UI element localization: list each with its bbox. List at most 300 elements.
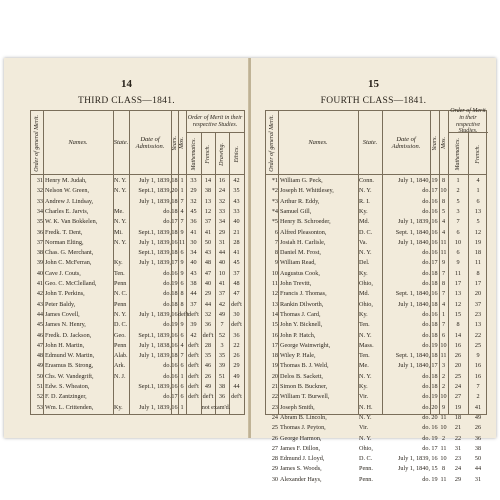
cell-s1: 13 bbox=[454, 290, 462, 298]
cell-s2: 7 bbox=[476, 383, 480, 390]
cell-s1: 20 bbox=[454, 362, 462, 370]
cell-order: 11 bbox=[272, 280, 278, 287]
cell-name: William Read, bbox=[280, 259, 316, 267]
cell-state: Conn. bbox=[359, 177, 374, 184]
cell-s2: 26 bbox=[474, 424, 482, 432]
cell-s1: 36 bbox=[190, 218, 197, 226]
cell-years: 16 bbox=[171, 403, 178, 411]
cell-years: 18 bbox=[431, 372, 438, 380]
cell-s1: 3 bbox=[456, 207, 460, 215]
cell-mos: 8 bbox=[441, 465, 446, 473]
cell-name: Chs. W. Vandegrift, bbox=[45, 372, 94, 380]
cell-s3: 37 bbox=[218, 290, 226, 298]
cell-name: Cave J. Couts, bbox=[45, 269, 81, 277]
cell-date: do. bbox=[422, 259, 430, 267]
cell-years: 17 bbox=[171, 259, 178, 267]
cell-mos: 10 bbox=[440, 393, 447, 401]
cell-s2: 6 bbox=[476, 197, 480, 205]
cell-date: July 1, 1840, bbox=[398, 465, 430, 473]
cell-state: D. C. bbox=[359, 228, 373, 236]
cell-s3: 51 bbox=[218, 372, 226, 380]
cell-state: Penn bbox=[114, 300, 127, 308]
left-page bbox=[4, 58, 249, 438]
table-row bbox=[266, 393, 486, 402]
cell-order: 9 bbox=[274, 259, 278, 267]
cell-s2: 13 bbox=[474, 207, 482, 215]
cell-mos: 6 bbox=[180, 383, 184, 390]
cell-s1: 45 bbox=[190, 207, 197, 215]
cell-s2: 26 bbox=[204, 372, 212, 380]
cell-s4: 48 bbox=[233, 280, 240, 287]
cell-state: Del. bbox=[359, 259, 370, 267]
cell-name: Alfred Pleasonton, bbox=[280, 228, 327, 236]
cell-years: 16 bbox=[431, 424, 438, 432]
cell-years: 18 bbox=[171, 352, 178, 360]
cell-order: 27 bbox=[271, 444, 278, 452]
cell-mos: 6 bbox=[180, 249, 184, 257]
cell-date: do. bbox=[422, 372, 430, 380]
cell-s3: 24 bbox=[218, 187, 226, 195]
cell-name: Andrew J. Lindsay, bbox=[45, 197, 94, 205]
cell-s2: 40 bbox=[204, 280, 212, 287]
cell-s2: def't bbox=[202, 331, 214, 339]
cell-s1: 15 bbox=[454, 310, 462, 318]
cell-mos: 1 bbox=[180, 177, 184, 184]
table-row bbox=[31, 362, 244, 371]
cell-state: N. Y. bbox=[359, 372, 372, 380]
cell-date: July 1, 1839, bbox=[139, 259, 171, 267]
cell-name: W. K. Van Bokkelen, bbox=[45, 218, 98, 226]
cell-s1: 42 bbox=[190, 331, 197, 339]
cell-s2: 17 bbox=[474, 280, 482, 287]
cell-s3: 40 bbox=[218, 259, 226, 267]
page-title: FOURTH CLASS—1841. bbox=[320, 96, 427, 106]
cell-order: 18 bbox=[271, 352, 278, 360]
cell-order: 25 bbox=[271, 424, 278, 432]
cell-s2: 18 bbox=[474, 249, 482, 257]
header-date: Date of Admission. bbox=[391, 135, 421, 150]
cell-mos: 7 bbox=[180, 197, 184, 205]
table-row bbox=[31, 249, 244, 258]
cell-date: July 1, 1840, bbox=[398, 238, 430, 246]
cell-state: Me. bbox=[114, 207, 124, 215]
table-row bbox=[266, 373, 486, 382]
cell-s4: 28 bbox=[233, 238, 240, 246]
table-row bbox=[266, 445, 486, 454]
cell-name: Thomas B. J. Weld, bbox=[280, 362, 329, 370]
cell-years: 20 bbox=[431, 413, 438, 421]
table-row bbox=[31, 352, 244, 361]
table-row bbox=[266, 239, 486, 248]
cell-s2: 19 bbox=[474, 238, 482, 246]
cell-s3: 42 bbox=[218, 300, 226, 308]
cell-years: 18 bbox=[431, 331, 438, 339]
cell-s1: 1 bbox=[456, 177, 460, 184]
cell-mos: 10 bbox=[440, 455, 447, 463]
cell-order: 6 bbox=[274, 228, 278, 236]
cell-mos: 3 bbox=[441, 362, 446, 370]
cell-mos: def't bbox=[178, 310, 189, 318]
cell-date: do. bbox=[163, 362, 171, 370]
table-row bbox=[266, 208, 486, 217]
cell-s4: 37 bbox=[233, 269, 240, 277]
cell-years: 18 bbox=[431, 321, 438, 329]
cell-order: 7 bbox=[274, 238, 278, 246]
cell-s3: 32 bbox=[218, 197, 226, 205]
cell-s2: 35 bbox=[204, 352, 212, 360]
cell-state: Ky. bbox=[359, 269, 368, 277]
cell-s1: 10 bbox=[454, 238, 462, 246]
cell-s4: def't bbox=[231, 321, 242, 329]
cell-date: Sept.1, 1839, bbox=[138, 383, 171, 390]
header-state: State. bbox=[362, 139, 378, 147]
cell-order: 43 bbox=[36, 300, 43, 308]
cell-order: 42 bbox=[36, 290, 43, 298]
table-row bbox=[31, 239, 244, 248]
cell-state: N. Y. bbox=[114, 218, 127, 226]
cell-s1: 6 bbox=[456, 249, 460, 257]
cell-order: 21 bbox=[271, 383, 278, 390]
table-row bbox=[31, 321, 244, 330]
header-french: French. bbox=[475, 144, 481, 164]
cell-date: do. bbox=[422, 249, 430, 257]
cell-s4: 43 bbox=[233, 197, 240, 205]
cell-order: 53 bbox=[36, 403, 43, 411]
header-mathematics: Mathematics. bbox=[190, 137, 197, 171]
header-merit: Order of Merit in their respective Studies. bbox=[448, 111, 488, 133]
cell-years: 16 bbox=[431, 207, 438, 215]
table-row bbox=[31, 311, 244, 320]
cell-s4: 22 bbox=[233, 341, 240, 349]
cell-mos: 10 bbox=[440, 424, 447, 432]
page-number: 14 bbox=[121, 78, 132, 90]
cell-s4: 40 bbox=[233, 218, 240, 226]
cell-s1: 26 bbox=[454, 352, 462, 360]
cell-mos: 6 bbox=[180, 393, 184, 401]
table-row bbox=[266, 270, 486, 279]
header-years: Years. bbox=[431, 135, 438, 151]
cell-mos: 4 bbox=[180, 341, 184, 349]
cell-mos: 11 bbox=[440, 444, 447, 452]
cell-s2: 12 bbox=[204, 207, 212, 215]
cell-s2: 22 bbox=[474, 331, 482, 339]
cell-name: William G. Peck, bbox=[280, 177, 323, 184]
cell-name: Norman Elting, bbox=[45, 238, 84, 246]
cell-years: 19 bbox=[431, 393, 438, 401]
cell-order: 16 bbox=[271, 331, 278, 339]
table-row bbox=[266, 404, 486, 413]
table-row bbox=[266, 259, 486, 268]
page-title: THIRD CLASS—1841. bbox=[78, 96, 175, 106]
cell-years: 16 bbox=[171, 383, 178, 390]
cell-date: do. bbox=[422, 207, 430, 215]
cell-name: Peter Baldy, bbox=[45, 300, 76, 308]
cell-s2: 46 bbox=[204, 362, 212, 370]
cell-s2: 36 bbox=[204, 321, 212, 329]
cell-order: 28 bbox=[271, 455, 278, 463]
cell-state: Alab. bbox=[114, 352, 128, 360]
cell-mos: 9 bbox=[180, 269, 184, 277]
table-row bbox=[31, 187, 244, 196]
cell-s3: 44 bbox=[218, 249, 226, 257]
cell-years: 18 bbox=[431, 383, 438, 390]
table-row bbox=[266, 332, 486, 341]
cell-order: 34 bbox=[36, 207, 43, 215]
cell-years: 18 bbox=[171, 249, 178, 257]
table-header bbox=[266, 108, 486, 175]
cell-s1: def't bbox=[188, 341, 199, 349]
table-row bbox=[266, 187, 486, 196]
cell-name: Joseph H. Whittlesey, bbox=[280, 187, 334, 195]
cell-date: Sept. 1, 1840, bbox=[395, 290, 430, 298]
cell-state: Vir. bbox=[359, 424, 369, 432]
cell-name: John Y. Bicknell, bbox=[280, 321, 323, 329]
cell-s2: 23 bbox=[474, 310, 482, 318]
cell-date: do. bbox=[422, 413, 430, 421]
cell-order: 51 bbox=[36, 383, 43, 390]
table-row bbox=[266, 229, 486, 238]
header-names: Names. bbox=[308, 139, 328, 147]
cell-date: do. bbox=[422, 475, 430, 483]
table-row bbox=[266, 177, 486, 186]
cell-s1: 43 bbox=[190, 269, 197, 277]
cell-s1: 5 bbox=[456, 197, 460, 205]
cell-state: Penn bbox=[114, 341, 127, 349]
cell-state: Penn. bbox=[359, 475, 373, 483]
cell-years: 18 bbox=[171, 228, 178, 236]
cell-order: *1 bbox=[271, 177, 278, 184]
cell-date: do. bbox=[422, 444, 430, 452]
cell-order: 31 bbox=[36, 177, 43, 184]
cell-s1: 9 bbox=[456, 259, 460, 267]
cell-state: N. Y. bbox=[114, 310, 127, 318]
cell-date: do. bbox=[422, 187, 430, 195]
cell-name: Charles E. Jarvis, bbox=[45, 207, 89, 215]
cell-s4: 21 bbox=[233, 228, 240, 236]
page-number: 15 bbox=[368, 78, 379, 90]
cell-date: Sept.1, 1839, bbox=[138, 228, 171, 236]
table-row bbox=[31, 290, 244, 299]
cell-order: 38 bbox=[36, 249, 43, 257]
cell-mos: 4 bbox=[441, 300, 446, 308]
cell-state: Ky. bbox=[359, 383, 368, 390]
cell-state: Ohio, bbox=[359, 280, 373, 287]
cell-state: N. Y. bbox=[359, 331, 372, 339]
cell-name: Thomas J. Peyton, bbox=[280, 424, 326, 432]
cell-s3: 35 bbox=[218, 352, 226, 360]
cell-s4: 36 bbox=[233, 331, 240, 339]
cell-s1: 23 bbox=[454, 455, 462, 463]
cell-s3: 49 bbox=[218, 310, 226, 318]
cell-mos: 8 bbox=[441, 177, 446, 184]
table-row bbox=[266, 465, 486, 474]
cell-years: 18 bbox=[171, 177, 178, 184]
cell-s1: 16 bbox=[454, 341, 462, 349]
cell-name: Abram B. Lincoln, bbox=[280, 413, 327, 421]
cell-s1: 22 bbox=[454, 434, 462, 442]
table-row bbox=[266, 362, 486, 371]
cell-s4: 42 bbox=[233, 177, 240, 184]
cell-mos: 4 bbox=[441, 228, 446, 236]
cell-years: 16 bbox=[431, 290, 438, 298]
cell-s2: 36 bbox=[474, 434, 482, 442]
cell-order: 36 bbox=[36, 228, 43, 236]
cell-mos: 9 bbox=[180, 259, 184, 267]
cell-order: 37 bbox=[36, 238, 43, 246]
cell-order: 15 bbox=[271, 321, 278, 329]
cell-s2: 4 bbox=[476, 177, 480, 184]
cell-mos: 2 bbox=[441, 383, 446, 390]
cell-name: Geo. C. McClelland, bbox=[45, 280, 97, 287]
cell-name: Fredk. T. Dent, bbox=[45, 228, 83, 236]
cell-name: F. D. Zantzinger, bbox=[45, 393, 87, 401]
cell-state: Vir. bbox=[359, 393, 369, 401]
cell-s1: 33 bbox=[190, 177, 197, 184]
cell-state: Ky. bbox=[114, 403, 123, 411]
cell-date: do. bbox=[163, 300, 171, 308]
cell-s4: def't bbox=[231, 393, 242, 401]
cell-order: 45 bbox=[36, 321, 43, 329]
cell-state: Mi. bbox=[114, 228, 123, 236]
cell-years: 16 bbox=[171, 238, 178, 246]
cell-state: Ohio, bbox=[359, 444, 373, 452]
table-row bbox=[266, 321, 486, 330]
cell-s1: 19 bbox=[454, 403, 462, 411]
cell-mos: 2 bbox=[441, 372, 446, 380]
cell-years: 16 bbox=[171, 269, 178, 277]
header-mos: Mos. bbox=[179, 137, 185, 149]
cell-s1: 14 bbox=[454, 331, 462, 339]
cell-state: Md. bbox=[359, 290, 370, 298]
cell-years: 16 bbox=[171, 341, 178, 349]
cell-name: Rankin Dilworth, bbox=[280, 300, 324, 308]
cell-state: Penn. bbox=[359, 465, 373, 473]
cell-state: R. I. bbox=[359, 197, 370, 205]
cell-name: Josiah H. Carlisle, bbox=[280, 238, 326, 246]
cell-s2: 8 bbox=[476, 269, 480, 277]
cell-mos: 8 bbox=[441, 197, 446, 205]
cell-date: do. bbox=[163, 290, 171, 298]
cell-order: 50 bbox=[36, 372, 43, 380]
cell-name: William T. Burwell, bbox=[280, 393, 330, 401]
cell-years: 19 bbox=[431, 434, 438, 442]
cell-s4: 45 bbox=[233, 259, 240, 267]
cell-mos: 6 bbox=[180, 362, 184, 370]
cell-date: do. bbox=[422, 434, 430, 442]
cell-state: Ky. bbox=[359, 310, 368, 318]
cell-order: 46 bbox=[36, 331, 43, 339]
cell-mos: 4 bbox=[441, 218, 446, 226]
cell-s3: 29 bbox=[218, 228, 226, 236]
cell-order: 23 bbox=[271, 403, 278, 411]
cell-years: 18 bbox=[431, 352, 438, 360]
cell-name: Erasmus B. Strong, bbox=[45, 362, 94, 370]
cell-order: 22 bbox=[271, 393, 278, 401]
book-spread bbox=[4, 58, 496, 483]
cell-name: Alexander Hays, bbox=[280, 475, 322, 483]
cell-s2: 2 bbox=[476, 393, 480, 401]
cell-s1: 29 bbox=[190, 187, 197, 195]
cell-s1: def't bbox=[188, 362, 199, 370]
cell-years: 16 bbox=[431, 310, 438, 318]
cell-state: Ky. bbox=[114, 259, 123, 267]
cell-s1: 40 bbox=[190, 259, 197, 267]
table-row bbox=[266, 301, 486, 310]
cell-s3: 10 bbox=[218, 269, 226, 277]
cell-order: 32 bbox=[36, 187, 43, 195]
cell-mos: 2 bbox=[441, 434, 446, 442]
cell-years: 16 bbox=[431, 228, 438, 236]
table-row bbox=[266, 352, 486, 361]
cell-state: Ky. bbox=[359, 207, 368, 215]
table-header bbox=[31, 111, 244, 175]
header-order: Order of general Merit. bbox=[34, 114, 40, 172]
cell-name: Nelson W. Green, bbox=[45, 187, 89, 195]
cell-date: do. bbox=[422, 341, 430, 349]
cell-name: Edw. S. Wheaton, bbox=[45, 383, 90, 390]
cell-mos: 6 bbox=[180, 331, 184, 339]
cell-s4: 49 bbox=[233, 372, 240, 380]
cell-name: Henry B. Schroeder, bbox=[280, 218, 331, 226]
table-row bbox=[266, 218, 486, 227]
cell-s2: 49 bbox=[474, 413, 482, 421]
cell-name: George Wainwright, bbox=[280, 341, 331, 349]
cell-name: Wiley P. Hale, bbox=[280, 352, 316, 360]
table-row bbox=[31, 208, 244, 217]
cell-s3: 39 bbox=[218, 362, 226, 370]
cell-date: July 1, 1840, bbox=[398, 362, 430, 370]
cell-date: July 1, 1839, bbox=[398, 218, 430, 226]
cell-order: 20 bbox=[271, 372, 278, 380]
cell-mos: 7 bbox=[180, 218, 184, 226]
cell-mos: 10 bbox=[440, 341, 447, 349]
cell-mos: 9 bbox=[441, 403, 446, 411]
cell-s2: 29 bbox=[204, 290, 212, 298]
cell-s4: def't bbox=[231, 300, 242, 308]
cell-state: N. C. bbox=[114, 290, 128, 298]
table-row bbox=[266, 424, 486, 433]
cell-s2: 32 bbox=[204, 310, 212, 318]
table-row bbox=[31, 259, 244, 268]
table-row bbox=[31, 280, 244, 289]
cell-s2: 48 bbox=[204, 259, 212, 267]
cell-mos: 1 bbox=[180, 403, 184, 411]
cell-date: do. bbox=[422, 321, 430, 329]
table-row bbox=[266, 476, 486, 485]
cell-years: 17 bbox=[431, 259, 438, 267]
cell-years: 20 bbox=[431, 403, 438, 411]
cell-s1: def't bbox=[188, 393, 199, 401]
header-french: French. bbox=[205, 144, 211, 164]
cell-s2: 25 bbox=[474, 341, 482, 349]
cell-s2: 44 bbox=[474, 465, 482, 473]
cell-state: N. Y. bbox=[359, 249, 372, 257]
cell-mos: 7 bbox=[441, 321, 446, 329]
cell-s3: 34 bbox=[218, 218, 226, 226]
cell-date: July 1, 1840, bbox=[398, 177, 430, 184]
header-drawing: Drawing. bbox=[219, 142, 225, 166]
cell-order: 30 bbox=[271, 475, 278, 483]
cell-order: *4 bbox=[271, 207, 278, 215]
cell-name: John C. McFerran, bbox=[45, 259, 92, 267]
cell-date: July 1, 1839, bbox=[139, 238, 171, 246]
cell-s2: 11 bbox=[475, 259, 481, 267]
cell-order: 14 bbox=[271, 310, 278, 318]
cell-date: do. bbox=[163, 393, 171, 401]
cell-name: James S. Woods, bbox=[280, 465, 322, 473]
header-order: Order of general Merit. bbox=[269, 114, 275, 172]
cell-s1: 44 bbox=[190, 290, 197, 298]
